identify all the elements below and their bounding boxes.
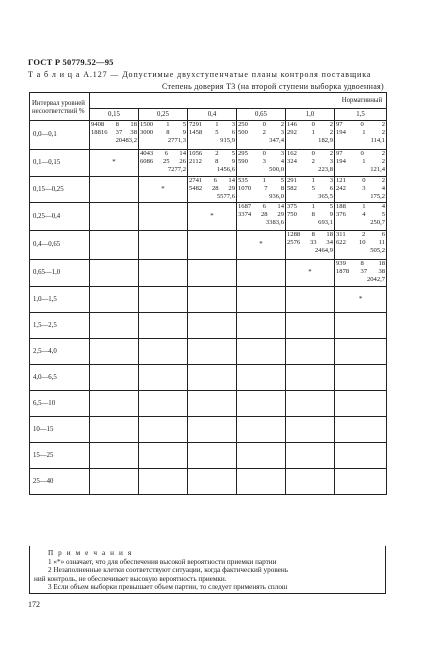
plan-lot-size: 936,0	[269, 192, 284, 200]
plan-line: 311 2 6	[336, 231, 386, 238]
empty-cell	[188, 313, 237, 339]
notes-title: П р и м е ч а н и я	[48, 549, 133, 557]
plan-cell	[188, 121, 237, 150]
plan-values	[286, 231, 334, 254]
plan-cell	[237, 121, 286, 150]
plan-lot-size: 182,9	[318, 136, 333, 144]
plan-line: 250 0 2	[238, 121, 284, 128]
note-3: 3 Если объем выборки превышает объем партии, то следует применять сплош	[48, 583, 288, 592]
empty-cell	[139, 313, 188, 339]
plan-cell	[286, 177, 335, 203]
plan-line: 2741 6 14	[189, 177, 235, 184]
plan-line: 2112 8 9	[189, 157, 235, 165]
plan-values	[286, 177, 334, 200]
empty-cell	[335, 417, 387, 443]
empty-cell	[237, 417, 286, 443]
plan-cell	[188, 150, 237, 177]
empty-cell	[188, 260, 237, 287]
empty-cell	[286, 339, 335, 365]
table-row	[30, 391, 387, 417]
aql-column-header: 1,5	[335, 109, 387, 121]
plan-lot-size: 505,2	[370, 246, 386, 254]
plan-line: 295 0 3	[238, 150, 284, 157]
empty-cell	[90, 339, 139, 365]
empty-cell	[139, 391, 188, 417]
plan-lot-size: 3383,6	[265, 218, 284, 226]
table-subcaption: Степень доверия Т3 (на второй ступени выборка удвоенная)	[161, 82, 384, 91]
empty-cell	[188, 287, 237, 313]
plan-cell	[286, 203, 335, 231]
empty-cell	[90, 365, 139, 391]
empty-cell	[335, 365, 387, 391]
empty-cell	[139, 417, 188, 443]
plan-lot-size: 5577,6	[216, 192, 235, 200]
plan-line: 162 0 2	[287, 150, 333, 157]
table-row	[30, 203, 387, 231]
empty-cell	[139, 260, 188, 287]
level-interval: 10—15	[30, 417, 90, 443]
level-interval: 0,25—0,4	[30, 203, 90, 231]
empty-cell	[90, 177, 139, 203]
plan-line: 3374 28 29	[238, 210, 284, 218]
plan-values	[188, 177, 236, 200]
empty-cell	[188, 443, 237, 469]
plan-values	[286, 150, 334, 173]
plan-values	[90, 121, 138, 144]
note-2: 2 Незаполненные клетки соответствуют ситуации, когда фактический уровень	[48, 566, 288, 575]
plan-lot-size: 20483,2	[115, 136, 137, 144]
plan-line: 7291 1 3	[189, 121, 235, 128]
plan-line: 1500 1 5	[140, 121, 186, 128]
empty-cell	[286, 391, 335, 417]
plan-values	[335, 260, 386, 283]
level-interval: 0,4—0,65	[30, 231, 90, 260]
plan-line: 4043 6 14	[140, 150, 186, 157]
empty-cell	[237, 260, 286, 287]
empty-cell	[237, 313, 286, 339]
plan-cell	[286, 121, 335, 150]
plan-lot-size: 500,0	[269, 165, 284, 173]
empty-cell	[188, 417, 237, 443]
star-marker: *	[237, 231, 286, 260]
standard-designation: ГОСТ Р 50779.52—95	[28, 57, 114, 67]
table-row	[30, 365, 387, 391]
aql-column-header: 0,4	[188, 109, 237, 121]
plan-cell	[335, 203, 387, 231]
empty-cell	[139, 203, 188, 231]
empty-cell	[90, 417, 139, 443]
plan-lot-size: 693,1	[318, 218, 333, 226]
plan-values	[188, 150, 236, 173]
plan-lot-size: 114,1	[370, 136, 386, 144]
plan-line: 1056 2 5	[189, 150, 235, 157]
level-interval: 0,0—0,1	[30, 121, 90, 150]
plan-line: 939 8 18	[336, 260, 386, 267]
plan-cell	[286, 150, 335, 177]
plan-line: 188 1 4	[336, 203, 386, 210]
level-interval: 1,5—2,5	[30, 313, 90, 339]
plan-line: 292 1 2	[287, 128, 333, 136]
plan-values	[335, 150, 386, 173]
empty-cell	[237, 339, 286, 365]
page-number: 172	[28, 600, 40, 609]
plan-line: 1288 8 18	[287, 231, 333, 238]
plan-line: 97 0 2	[336, 121, 386, 128]
plan-cell	[335, 260, 387, 287]
plan-line: 9408 8 18	[91, 121, 137, 128]
empty-cell	[286, 287, 335, 313]
empty-cell	[286, 313, 335, 339]
plan-values	[335, 177, 386, 200]
empty-cell	[188, 365, 237, 391]
plan-line: 375 1 5	[287, 203, 333, 210]
plan-lot-size: 915,9	[220, 136, 235, 144]
table-row	[30, 287, 387, 313]
table-row	[30, 339, 387, 365]
table-row	[30, 417, 387, 443]
plan-values	[237, 177, 285, 200]
plan-line: 146 0 2	[287, 121, 333, 128]
empty-cell	[139, 287, 188, 313]
level-interval: 6,5—10	[30, 391, 90, 417]
empty-cell	[335, 443, 387, 469]
plan-line: 535 1 5	[238, 177, 284, 184]
plan-cell	[286, 231, 335, 260]
aql-column-header: 0,15	[90, 109, 139, 121]
plan-lot-size: 347,4	[269, 136, 284, 144]
plan-lot-size: 223,8	[318, 165, 333, 173]
plan-line: 121 0 2	[336, 177, 386, 184]
aql-column-header: 0,65	[237, 109, 286, 121]
note-1: 1 «*» означает, что для обеспечения высокой вероятности приемки партии	[48, 557, 277, 566]
plan-line: 2576 33 34	[287, 238, 333, 246]
plan-values	[335, 121, 386, 144]
level-interval: 25—40	[30, 469, 90, 495]
plan-line: 18816 37 38	[91, 128, 137, 136]
plan-cell	[335, 150, 387, 177]
empty-cell	[90, 469, 139, 495]
plan-cell	[139, 150, 188, 177]
plan-cell	[335, 231, 387, 260]
plan-cell	[237, 203, 286, 231]
table-row	[30, 231, 387, 260]
level-interval: 2,5—4,0	[30, 339, 90, 365]
empty-cell	[286, 365, 335, 391]
empty-cell	[335, 339, 387, 365]
level-interval: 1,0—1,5	[30, 287, 90, 313]
aql-column-header: 0,25	[139, 109, 188, 121]
plan-cell	[139, 121, 188, 150]
aql-column-header: 1,0	[286, 109, 335, 121]
empty-cell	[335, 469, 387, 495]
empty-cell	[237, 443, 286, 469]
plan-lot-size: 2464,9	[314, 246, 333, 254]
plan-line: 6086 25 26	[140, 157, 186, 165]
plan-line: 750 8 9	[287, 210, 333, 218]
plan-cell	[335, 177, 387, 203]
plan-line: 582 5 6	[287, 184, 333, 192]
empty-cell	[90, 231, 139, 260]
plan-line: 3000 8 9	[140, 128, 186, 136]
table-row	[30, 469, 387, 495]
star-marker: *	[139, 177, 188, 203]
corner-header-line2: несоответствий %	[32, 107, 85, 115]
plan-values	[139, 150, 187, 173]
star-marker: *	[286, 260, 335, 287]
normative-header: Нормативный	[90, 93, 387, 109]
corner-header	[30, 93, 90, 121]
empty-cell	[139, 443, 188, 469]
empty-cell	[237, 469, 286, 495]
table-row	[30, 121, 387, 150]
empty-cell	[139, 469, 188, 495]
plan-cell	[90, 121, 139, 150]
sampling-plan-table	[29, 92, 387, 495]
empty-cell	[90, 260, 139, 287]
plan-cell	[335, 121, 387, 150]
star-marker: *	[90, 150, 139, 177]
table-row	[30, 260, 387, 287]
plan-cell	[237, 177, 286, 203]
empty-cell	[237, 287, 286, 313]
plan-values	[335, 231, 386, 254]
empty-cell	[90, 203, 139, 231]
plan-lot-size: 2771,3	[167, 136, 186, 144]
plan-line: 376 4 5	[336, 210, 386, 218]
plan-line: 194 1 2	[336, 157, 386, 165]
plan-line: 622 10 11	[336, 238, 386, 246]
notes-block	[29, 546, 386, 594]
plan-line: 1070 7 8	[238, 184, 284, 192]
corner-header-line1: Интервал уровней	[32, 99, 85, 107]
star-marker: *	[335, 287, 387, 313]
level-interval: 0,1—0,15	[30, 150, 90, 177]
plan-values	[286, 121, 334, 144]
plan-lot-size: 175,2	[370, 192, 386, 200]
plan-cell	[237, 150, 286, 177]
empty-cell	[188, 339, 237, 365]
plan-cell	[188, 177, 237, 203]
star-marker: *	[188, 203, 237, 231]
level-interval: 4,0—6,5	[30, 365, 90, 391]
table-row	[30, 313, 387, 339]
plan-lot-size: 1456,6	[216, 165, 235, 173]
level-interval: 15—25	[30, 443, 90, 469]
table-row	[30, 443, 387, 469]
plan-lot-size: 250,7	[370, 218, 386, 226]
plan-lot-size: 7277,2	[167, 165, 186, 173]
empty-cell	[90, 391, 139, 417]
empty-cell	[237, 365, 286, 391]
empty-cell	[139, 365, 188, 391]
plan-line: 590 3 4	[238, 157, 284, 165]
plan-values	[335, 203, 386, 226]
empty-cell	[90, 313, 139, 339]
empty-cell	[90, 443, 139, 469]
plan-values	[139, 121, 187, 144]
empty-cell	[237, 391, 286, 417]
level-interval: 0,15—0,25	[30, 177, 90, 203]
empty-cell	[188, 231, 237, 260]
empty-cell	[286, 469, 335, 495]
plan-line: 194 1 2	[336, 128, 386, 136]
plan-line: 1458 5 6	[189, 128, 235, 136]
plan-line: 5482 28 29	[189, 184, 235, 192]
empty-cell	[188, 469, 237, 495]
table-row	[30, 150, 387, 177]
plan-line: 1687 6 14	[238, 203, 284, 210]
plan-lot-size: 121,4	[370, 165, 386, 173]
plan-line: 291 1 3	[287, 177, 333, 184]
empty-cell	[286, 443, 335, 469]
plan-values	[188, 121, 236, 144]
plan-lot-size: 365,5	[318, 192, 333, 200]
plan-line: 242 3 4	[336, 184, 386, 192]
empty-cell	[286, 417, 335, 443]
table-row	[30, 177, 387, 203]
plan-line: 324 2 3	[287, 157, 333, 165]
empty-cell	[335, 313, 387, 339]
level-interval: 0,65—1,0	[30, 260, 90, 287]
table-caption: Т а б л и ц а А.127 — Допустимые двухступенчатые планы контроля поставщика	[28, 70, 372, 79]
plan-line: 1878 37 38	[336, 267, 386, 275]
empty-cell	[90, 287, 139, 313]
plan-line: 97 0 2	[336, 150, 386, 157]
empty-cell	[188, 391, 237, 417]
plan-values	[237, 121, 285, 144]
plan-values	[237, 203, 285, 226]
note-2-continuation: ний контроль, не обеспечивает высокую вероятность приемки.	[34, 574, 227, 583]
empty-cell	[139, 231, 188, 260]
plan-values	[237, 150, 285, 173]
plan-values	[286, 203, 334, 226]
plan-line: 500 2 3	[238, 128, 284, 136]
empty-cell	[335, 391, 387, 417]
empty-cell	[139, 339, 188, 365]
plan-lot-size: 2042,7	[366, 275, 386, 283]
